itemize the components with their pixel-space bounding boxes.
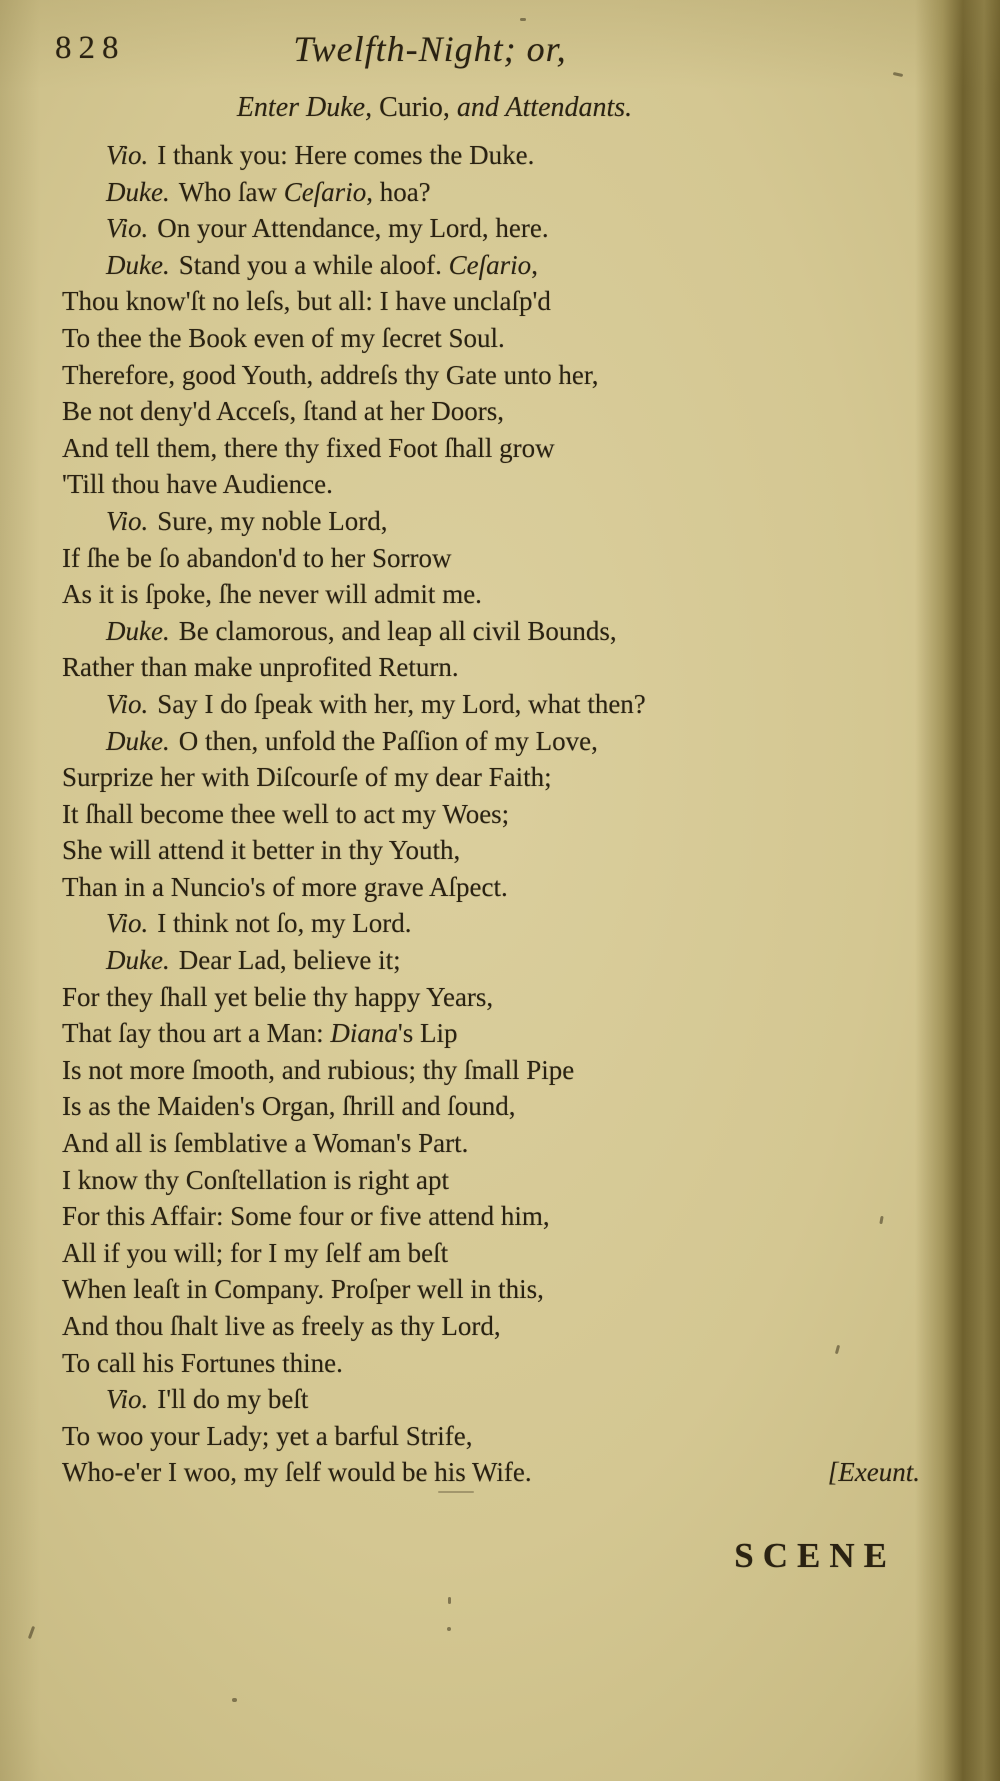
- text-line: [62, 686, 920, 723]
- text-line: [62, 1381, 920, 1418]
- text-line: [62, 1345, 920, 1382]
- exeunt-note: [Exeunt.: [827, 1457, 920, 1488]
- text-line: [62, 649, 920, 686]
- text-line: [62, 540, 920, 577]
- stage-direction-segment: Enter Duke,: [236, 92, 373, 123]
- text-line: [62, 503, 920, 540]
- text-line: [62, 942, 920, 979]
- text-line: [62, 283, 920, 320]
- text-line: [62, 1271, 920, 1308]
- line-segment: Be clamorous, and leap all civil Bounds,: [178, 615, 617, 646]
- line-segment: Is not more ſmooth, and rubious; thy ſmall Pipe: [62, 1054, 575, 1085]
- line-segment: Therefore, good Youth, addreſs thy Gate unto her,: [62, 359, 599, 390]
- line-segment: I think not ſo, my Lord.: [157, 908, 412, 939]
- line-segment: She will attend it better in thy Youth,: [62, 835, 461, 866]
- speaker-name: Duke.: [106, 945, 170, 976]
- line-segment: As it is ſpoke, ſhe never will admit me.: [62, 579, 482, 610]
- line-segment: Thou know'ſt no leſs, but all: I have unclaſp'd: [62, 286, 551, 317]
- text-line: [62, 393, 920, 430]
- line-segment: Stand you a while aloof.: [178, 249, 449, 280]
- text-line: [62, 357, 920, 394]
- text-line: [62, 979, 920, 1016]
- text-line: [62, 1162, 920, 1199]
- text-line: [62, 576, 920, 613]
- paper-speck: [520, 18, 526, 21]
- speaker-name: Vio.: [106, 140, 149, 170]
- line-segment: To woo your Lady; yet a barful Strife,: [62, 1420, 473, 1451]
- paper-speck: [438, 1491, 474, 1493]
- line-segment: Who ſaw: [178, 176, 284, 207]
- running-title: Twelfth-Night; or,: [293, 29, 567, 69]
- text-line: [62, 1454, 920, 1491]
- line-segment: Ceſario: [283, 176, 367, 207]
- line-segment: , hoa?: [366, 176, 431, 207]
- text-line: [62, 430, 920, 467]
- text-line: [62, 247, 920, 284]
- line-segment: And all is ſemblative a Woman's Part.: [62, 1128, 469, 1159]
- text-line: [62, 320, 920, 357]
- line-segment: For they ſhall yet belie thy happy Years,: [62, 981, 494, 1012]
- line-segment: Diana: [330, 1018, 398, 1049]
- text-line: [62, 210, 920, 247]
- line-segment: And tell them, there thy fixed Foot ſhall grow: [62, 432, 555, 463]
- line-segment: To call his Fortunes thine.: [62, 1347, 343, 1378]
- speaker-name: Duke.: [106, 176, 170, 207]
- stage-direction-segment: Curio,: [372, 92, 457, 123]
- line-segment: ,: [531, 249, 538, 280]
- text-line: [62, 759, 920, 796]
- line-segment: To thee the Book even of my ſecret Soul.: [62, 322, 505, 353]
- stage-direction-segment: and Attendants.: [456, 92, 633, 123]
- line-segment: Ceſario: [448, 249, 532, 280]
- text-line: [62, 466, 920, 503]
- text-line: [62, 1088, 920, 1125]
- line-segment: That ſay thou art a Man:: [62, 1018, 331, 1049]
- text-line: [62, 137, 920, 174]
- text-line: [62, 174, 920, 211]
- text-line: [62, 1418, 920, 1455]
- line-segment: On your Attendance, my Lord, here.: [157, 213, 549, 244]
- text-line: [62, 1015, 920, 1052]
- line-segment: I'll do my beſt: [157, 1384, 309, 1415]
- line-segment: Than in a Nuncio's of more grave Aſpect.: [62, 871, 508, 902]
- text-line: [62, 1198, 920, 1235]
- line-segment: When leaſt in Company. Proſper well in this,: [62, 1274, 544, 1305]
- line-segment: O then, unfold the Paſſion of my Love,: [178, 725, 598, 756]
- line-segment: All if you will; for I my ſelf am beſt: [62, 1237, 449, 1268]
- line-segment: Is as the Maiden's Organ, ſhrill and ſound,: [62, 1091, 516, 1122]
- catchword: SCENE: [734, 1536, 896, 1575]
- speaker-name: Vio.: [106, 505, 149, 536]
- paper-speck: [447, 1627, 451, 1631]
- line-segment: I know thy Conſtellation is right apt: [62, 1164, 449, 1195]
- stage-direction: [62, 92, 807, 124]
- line-segment: I thank you: Here comes the Duke.: [157, 140, 535, 170]
- line-segment: Rather than make unprofited Return.: [62, 652, 459, 683]
- line-segment: For this Affair: Some four or five attend him,: [62, 1201, 550, 1232]
- line-segment: Who-e'er I woo, my ſelf would be his Wife.: [62, 1457, 532, 1488]
- line-segment: 'Till thou have Audience.: [62, 469, 333, 500]
- paper-speck: [28, 1626, 35, 1639]
- text-line: [62, 723, 920, 760]
- speaker-name: Vio.: [106, 1384, 149, 1415]
- speaker-name: Vio.: [106, 688, 149, 719]
- line-segment: And thou ſhalt live as freely as thy Lord,: [62, 1311, 501, 1341]
- paper-speck: [232, 1698, 237, 1702]
- page-header: [0, 28, 860, 72]
- page-number: 828: [55, 30, 126, 66]
- paper-speck: [448, 1597, 451, 1604]
- text-line: [62, 1308, 920, 1345]
- text-line: [62, 613, 920, 650]
- speaker-name: Vio.: [106, 908, 149, 939]
- dialogue-text-block: [62, 137, 920, 1491]
- text-line: [62, 1125, 920, 1162]
- line-segment: Surprize her with Diſcourſe of my dear Faith;: [62, 762, 552, 793]
- text-line: [62, 869, 920, 906]
- speaker-name: Duke.: [106, 725, 170, 756]
- line-segment: 's Lip: [397, 1018, 458, 1049]
- speaker-name: Duke.: [106, 249, 170, 280]
- speaker-name: Duke.: [106, 615, 170, 646]
- text-line: [62, 832, 920, 869]
- line-segment: Dear Lad, believe it;: [178, 945, 401, 976]
- line-segment: Say I do ſpeak with her, my Lord, what then?: [157, 688, 646, 719]
- line-segment: Be not deny'd Acceſs, ſtand at her Doors,: [62, 396, 505, 427]
- paper-speck: [893, 72, 903, 77]
- line-segment: Sure, my noble Lord,: [157, 505, 388, 536]
- text-line: [62, 1235, 920, 1272]
- speaker-name: Vio.: [106, 213, 149, 244]
- text-line: [62, 1052, 920, 1089]
- text-line: [62, 796, 920, 833]
- line-segment: It ſhall become thee well to act my Woes;: [62, 798, 510, 829]
- text-line: [62, 905, 920, 942]
- line-segment: If ſhe be ſo abandon'd to her Sorrow: [62, 542, 452, 573]
